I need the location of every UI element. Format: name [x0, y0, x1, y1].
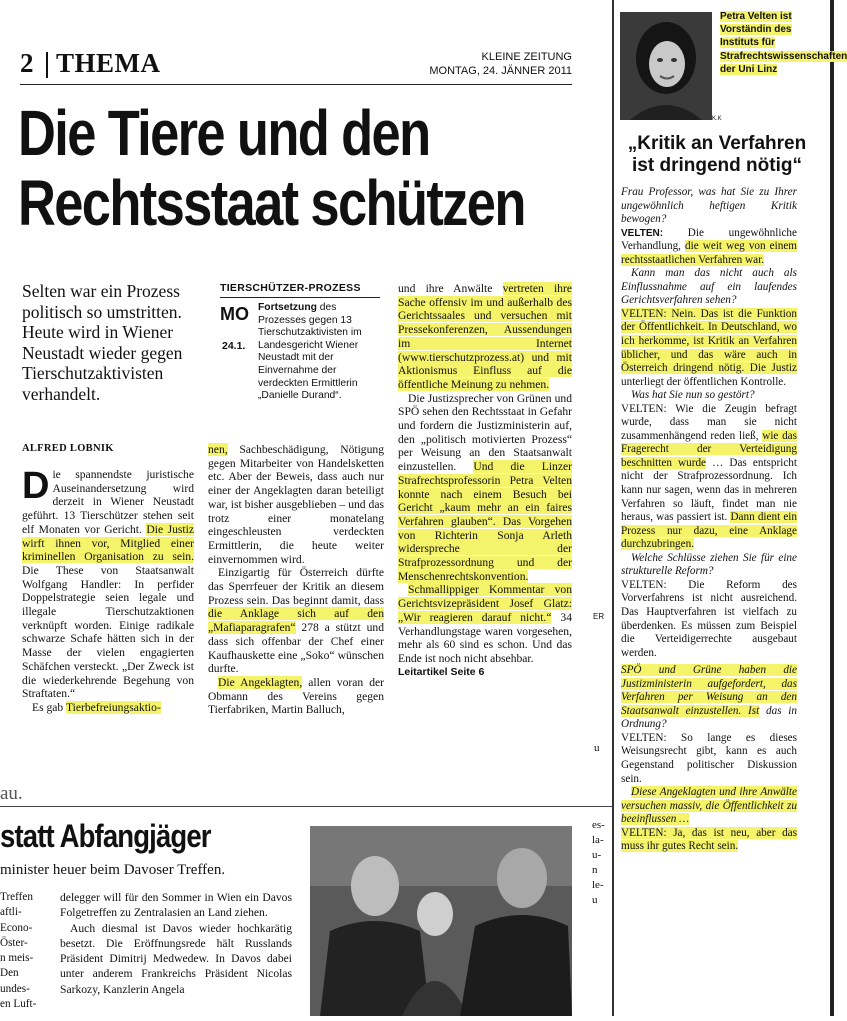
- col1-text-c: Es gab: [32, 700, 64, 714]
- bottom-margin-fragments: [592, 818, 605, 908]
- col3-text-b: Die Justizsprecher von Grünen und SPÖ sehen den Rechtsstaat in Gefahr und fordern die Justizministerin auf, den „politisch motivierten Prozess“ per Weisung an den Staatsanwalt einzustellen.: [398, 391, 572, 474]
- article-col1: [22, 465, 194, 715]
- col3-crossref[interactable]: Leitartikel Seite 6: [398, 665, 485, 678]
- interview-title: „Kritik an Verfahren ist dringend nötig“: [627, 133, 807, 176]
- interview-photo: [620, 12, 712, 120]
- answer-5: VELTEN: So lange es dieses Weisungsrecht gibt, kann es auch Gegenstand politischer Diskussion sein.: [621, 731, 797, 785]
- bottom-subline: minister heuer beim Davoser Treffen.: [0, 862, 226, 878]
- answer-1-highlight: die weit weg von einem rechtsstaatlichen Verfahren war.: [621, 240, 798, 266]
- col1-highlight-2: Tierbefreiungsaktio-: [65, 700, 161, 714]
- bottom-left-fragments: [0, 890, 50, 1012]
- col3-highlight-3: Schmallippiger Kommentar von Gerichtsvizepräsident Josef Glatz: „Wir reagieren darauf nicht.“: [398, 583, 572, 624]
- fragment-line: Econo-: [0, 921, 33, 934]
- col3-highlight-1: vertreten ihre Sache offensiv im und außerhalb des Gerichtssaales und versuchen mit Pressekonferenzen, Aussendungen im Internet (www.tierschutzprozess.at) und mit Aktionismus Einfluss auf die öffentliche Meinung zu nehmen.: [398, 282, 572, 391]
- fragment-line: Öster-: [0, 936, 28, 949]
- bottom-photo: [310, 826, 572, 1016]
- fragment-line: n meis-: [0, 952, 34, 965]
- question-6-highlight: Diese Angeklagten und ihre Anwälte versuchen massiv, die Öffentlichkeit zu beeinflussen …: [621, 786, 797, 826]
- col2-text-d: allen voran der Obmann des Vereins gegen Tierfabriken, Martin Balluch,: [208, 675, 385, 717]
- answer-3-a: VELTEN: Wie die Zeugin befragt wurde, dass man sie nicht zusammenhängend reden ließ,: [621, 402, 797, 442]
- col2-highlight-1: nen,: [208, 443, 228, 456]
- fragment-line: n: [592, 864, 598, 876]
- bottom-article-text: [60, 890, 292, 997]
- col1-text-b: Die These von Staatsanwalt Wolfgang Handler: In perfider Doppelstrategie seien legale und illegale Tierschutzaktionen verknüpft worden. Einige radikale schwarze Schafe hätten sich in der Masse der vielen engagierten Schäfchen versteckt. „Der Zweck ist die wiederkehrende Begehung von Straftaten.“: [22, 563, 194, 701]
- fragment-line: Treffen: [0, 891, 33, 903]
- subhead: Selten war ein Prozess politisch so umstritten. Heute wird in Wiener Neustadt wieder gegen Tierschutzaktivisten verhandelt.: [22, 281, 183, 404]
- answer-6-highlight: VELTEN: Ja, das ist neu, aber das muss ihr gutes Recht sein.: [621, 826, 797, 853]
- col2-highlight-2: die Anklage sich auf den „Mafiaparagrafen“: [208, 607, 384, 635]
- fragment-line: Den: [0, 967, 19, 980]
- page-right-rule: [612, 0, 614, 1016]
- answer-3-highlight-2: Dann dient ein Prozess nur dazu, eine Anklage durchzubringen.: [621, 511, 797, 551]
- headline-line-2: Rechtsstaat schützen: [18, 167, 525, 239]
- newspaper-name: KLEINE ZEITUNG: [481, 51, 572, 63]
- fragment-line: la-: [592, 834, 604, 846]
- answer-2: unterliegt der öffentlichen Kontrolle.: [621, 375, 787, 388]
- drop-cap: D: [22, 465, 50, 507]
- bottom-text-a: delegger will für den Sommer in Wien ein Davos Folgetreffen zu Zentralasien an Land ziehen.: [60, 891, 292, 920]
- fragment-line: en Luft-: [0, 998, 37, 1011]
- question-2: Kann man das nicht auch als Einflussnahme auf ein laufendes Gerichtsverfahren sehen?: [621, 267, 797, 307]
- author-byline: ALFRED LOBNIK: [22, 443, 114, 454]
- question-1: Frau Professor, was hat Sie zu Ihrer ungewöhnlich heftigen Kritik bewogen?: [621, 186, 797, 226]
- page-header: [20, 48, 572, 85]
- portrait-illustration: [620, 12, 712, 120]
- caption-text: Petra Velten ist Vorständin des Instituts für Strafrechtswissenschaften der Uni Linz: [720, 11, 847, 75]
- answer-3-b: … Das entspricht nicht der Strafprozessordnung. Ich kann nur sagen, wenn das in mehreren Verfahren so läuft, findet man nie heraus, was passiert ist.: [621, 456, 797, 524]
- question-4: Welche Schlüsse ziehen Sie für eine strukturelle Reform?: [621, 551, 797, 578]
- photo-credit: K.K: [712, 116, 722, 122]
- header-divider: [46, 52, 48, 78]
- answer-3-highlight: wie das Fragerecht der Verteidigung beschnitten wurde: [621, 429, 797, 469]
- col2-text-a: Sachbeschädigung, Nötigung gegen Mitarbeiter von Handelsketten etc. Aber der Beweis, dass auch nur einer der Angeklagten daran beteiligt war, ist bisher ausgeblieben – und das trotz einer monatelang eingeschleusten verdeckten Ermittlerin, die heute weiter einvernommen wird.: [208, 443, 384, 566]
- answer-1: Die ungewöhnliche Verhandlung,: [621, 226, 797, 253]
- fragment-line: aftli-: [0, 906, 22, 919]
- col3-text-c: 34 Verhandlungstage waren vorgesehen, mehr als 60 sind es schon. Und das Ende ist noch nicht absehbar.: [398, 610, 572, 665]
- col3-text-a: und ihre Anwälte: [398, 282, 493, 295]
- interview-caption: [720, 10, 847, 76]
- col1-highlight-1: Die Justiz wirft ihnen vor, Mitglied einer kriminellen Organisation zu sein.: [22, 522, 194, 564]
- speaker-label: VELTEN:: [621, 227, 664, 239]
- margin-fragment-1: ER: [593, 612, 605, 621]
- section-label: THEMA: [56, 48, 161, 78]
- info-box-text-bold: Fortsetzung: [258, 302, 317, 313]
- col3-highlight-2: Und die Linzer Strafrechtsprofessorin Petra Velten konnte nach einem Besuch bei Gericht „kaum mehr an ein faires Verfahren glauben“. Das Vorgehen von Richterin Sonja Arleth widerspreche der Strafprozessordnung und der Menschenrechtskonvention.: [398, 460, 572, 583]
- question-3: Was hat Sie nun so gestört?: [631, 389, 755, 402]
- info-box-text: [258, 302, 380, 403]
- margin-fragment-2: u: [594, 742, 600, 754]
- article-col2: [208, 443, 384, 717]
- fragment-line: u: [592, 894, 598, 906]
- page-right-edge: [830, 0, 834, 1016]
- group-photo-illustration: [310, 826, 572, 1016]
- bottom-kicker: au.: [0, 783, 23, 804]
- interview-body: [621, 186, 797, 854]
- fragment-line: undes-: [0, 982, 30, 995]
- col2-text-b: Einzigartig für Österreich dürfte das Sperrfeuer der Kritik an diesem Prozess sein. Das beginnt damit, dass: [208, 566, 384, 607]
- col1-text-a: ie spannendste juristische Auseinandersetzung wird derzeit in Wiener Neustadt geführt. 13 Tierschützer stehen seit elf Monaten vor Gericht.: [22, 468, 194, 536]
- headline-line-1: Die Tiere und den: [18, 97, 430, 169]
- col2-highlight-3: Die Angeklagten,: [218, 675, 303, 689]
- bottom-divider: [0, 806, 612, 807]
- answer-2-highlight: VELTEN: Nein. Das ist die Funktion der Öffentlichkeit. In Deutschland, wo ich herkomme, ist Kritik an Verfahren üblicher, und das wäre auch in Österreich dringend nötig. Die Justiz: [621, 307, 797, 375]
- col2-text-c: 278 a stützt und dass sich offenbar der Chef einer Kaufhauskette eine „Soko“ wünschen durfte.: [208, 621, 384, 676]
- fragment-line: u-: [592, 849, 602, 861]
- info-box-text-body: des Prozesses gegen 13 Tierschutzaktivisten im Landesgericht Wiener Neustadt mit der Einvernahme der verdeckten Ermittlerin „Danielle Durand“.: [258, 302, 362, 402]
- page-number: 2: [20, 48, 34, 78]
- info-box-day: MO: [220, 304, 249, 324]
- bottom-text-b: Auch diesmal ist Davos wieder hochkarätig besetzt. Die Eröffnungsrede hält Russlands Präsident Dimitrij Medwedew. In Davos dabei unter anderem Frankreichs Präsident Nicolas Sarkozy, Kanzlerin Angela: [60, 921, 292, 996]
- bottom-headline: statt Abfangjäger: [0, 818, 211, 854]
- headline: [18, 98, 578, 238]
- issue-date: MONTAG, 24. JÄNNER 2011: [429, 65, 572, 77]
- info-box: [220, 282, 380, 432]
- question-5: das in Ordnung?: [621, 704, 797, 731]
- info-box-title: TIERSCHÜTZER-PROZESS: [220, 282, 380, 298]
- question-5-highlight: SPÖ und Grüne haben die Justizministerin aufgefordert, das Verfahren per Weisung an den Staatsanwalt einzustellen. Ist: [621, 664, 797, 717]
- info-box-date: 24.1.: [222, 340, 246, 352]
- article-col3: [398, 282, 572, 679]
- fragment-line: es-: [592, 819, 605, 831]
- answer-4: VELTEN: Die Reform des Vorverfahrens ist nicht ausreichend. Das Hauptverfahren ist vielfach zu überdenken. Es müssen zum Beispiel die Verteidigerrechte ausgebaut werden.: [621, 578, 797, 659]
- fragment-line: le-: [592, 879, 604, 891]
